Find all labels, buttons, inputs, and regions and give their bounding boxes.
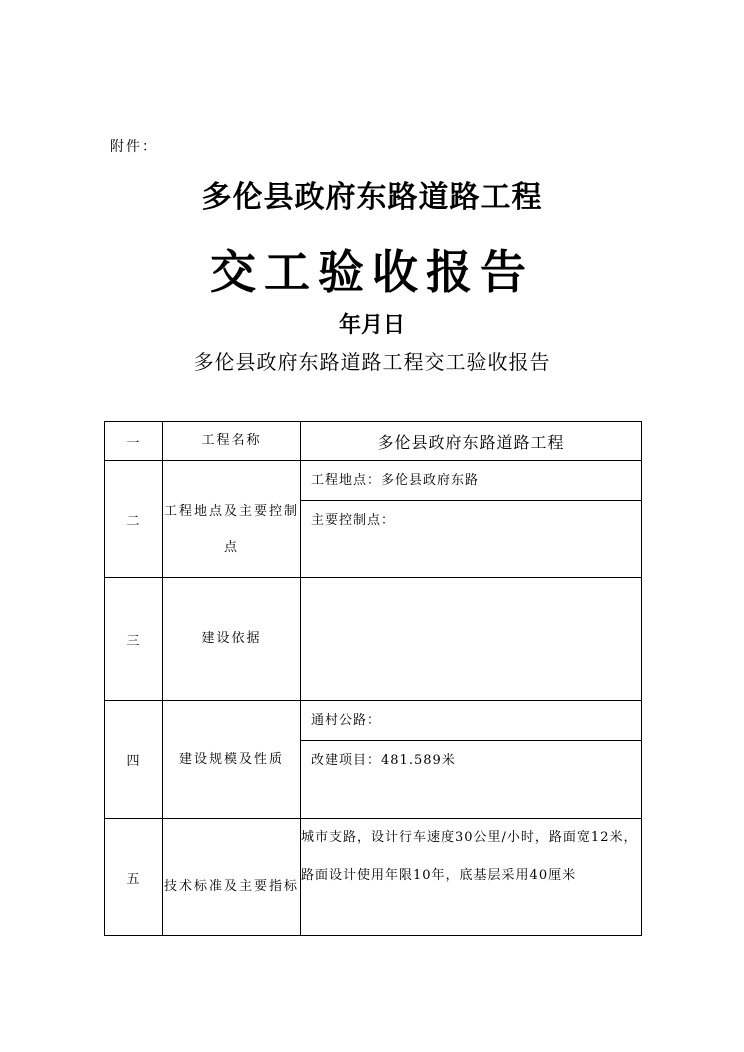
- row-number: 二: [105, 461, 163, 578]
- table-row: [105, 461, 642, 578]
- table-row: [105, 701, 642, 819]
- row-number: 四: [105, 701, 163, 819]
- row-label: 建设依据: [163, 578, 301, 701]
- table-row: [105, 422, 642, 461]
- row-label: 技术标准及主要指标: [163, 819, 301, 936]
- row-number: 三: [105, 578, 163, 701]
- row-number: 五: [105, 819, 163, 936]
- project-name-value: 多伦县政府东路道路工程: [301, 422, 642, 461]
- road-type-line: 通村公路：: [311, 713, 382, 728]
- report-title: 交工验收报告: [210, 245, 534, 299]
- location-line: 工程地点：多伦县政府东路: [311, 473, 480, 488]
- basis-value: [301, 578, 642, 701]
- attachment-label: 附件：: [110, 139, 158, 155]
- project-title: 多伦县政府东路道路工程: [201, 180, 543, 215]
- project-length-line: 改建项目：481.589米: [301, 740, 641, 780]
- scale-cell: [301, 701, 642, 819]
- date-line: 年月日: [338, 312, 405, 338]
- document-subtitle: 多伦县政府东路道路工程交工验收报告: [193, 350, 551, 374]
- table-row: [105, 819, 642, 936]
- row-label: 工程地点及主要控制点: [163, 461, 301, 578]
- table-row: [105, 578, 642, 701]
- row-number: 一: [105, 422, 163, 461]
- row-label: 建设规模及性质: [163, 701, 301, 819]
- control-points-line: 主要控制点：: [301, 500, 641, 540]
- row-label: 工程名称: [163, 422, 301, 461]
- location-cell: [301, 461, 642, 578]
- report-table: [104, 421, 642, 936]
- technical-standard-value: 城市支路，设计行车速度30公里/小时，路面宽12米，路面设计使用年限10年，底基层采用40厘米: [301, 819, 642, 936]
